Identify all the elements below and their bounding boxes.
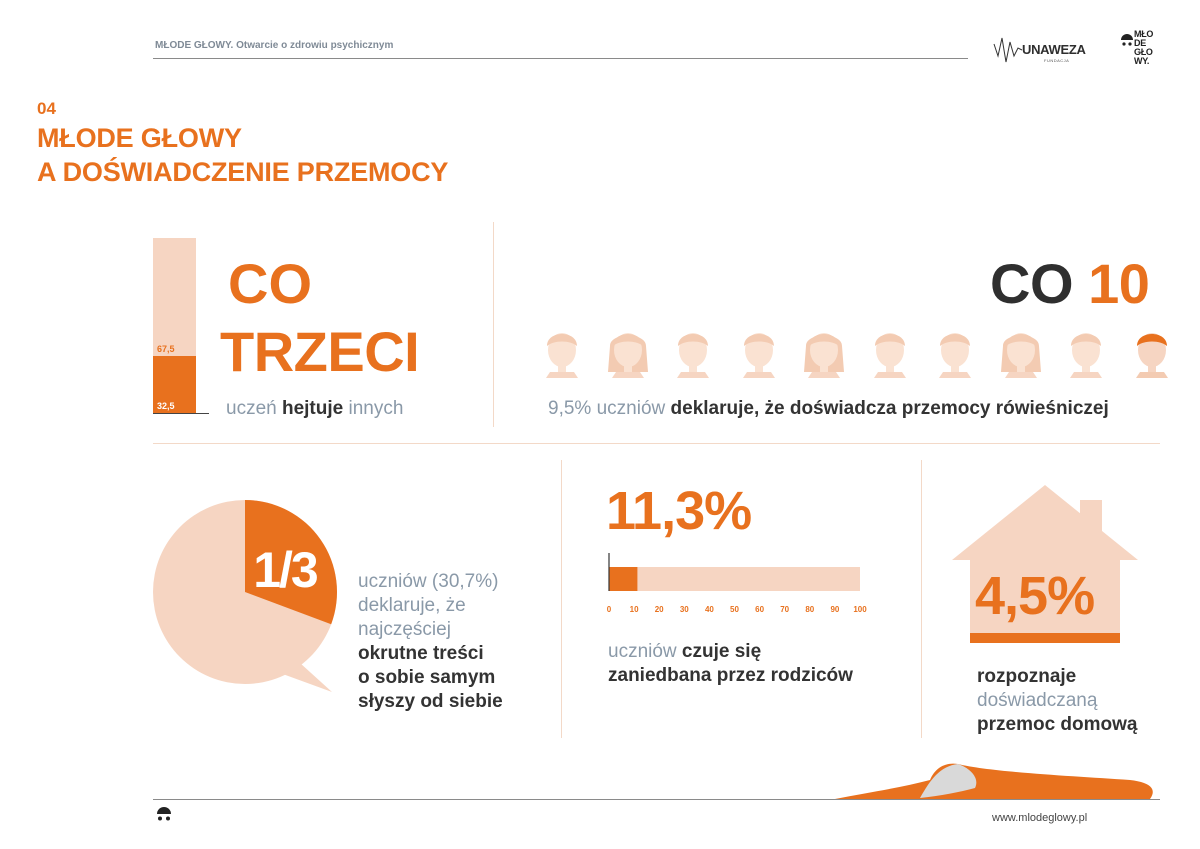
- student-face-icon: [868, 326, 912, 378]
- head-icon: [155, 806, 173, 824]
- axis-tick-label: 80: [805, 605, 815, 614]
- caption-light: uczniów (30,7%): [358, 571, 499, 592]
- axis-tick-label: 40: [704, 605, 714, 614]
- domestic-percent: 4,5%: [975, 566, 1095, 626]
- student-face-icon: [737, 326, 781, 378]
- footer-website-link[interactable]: www.mlodeglowy.pl: [992, 812, 1088, 824]
- brush-stroke-decoration: [830, 758, 1160, 800]
- footer-divider: [153, 799, 1160, 800]
- logo-line: GŁO: [1134, 47, 1153, 57]
- caption-light: uczeń: [226, 398, 282, 419]
- header-divider: [153, 58, 968, 59]
- hate-headline-line1: CO: [228, 252, 312, 315]
- axis-tick-label: 90: [830, 605, 840, 614]
- caption-bold: deklaruje, że doświadcza przemocy rówieśniczej: [670, 398, 1109, 419]
- mlode-glowy-logo: [1120, 30, 1165, 72]
- caption-bold: okrutne treści: [358, 643, 484, 664]
- caption-bold: hejtuje: [281, 398, 344, 419]
- bar-track: [609, 567, 860, 591]
- vertical-divider: [561, 460, 562, 738]
- axis-tick-label: 10: [629, 605, 639, 614]
- student-face-highlighted-icon: [1130, 326, 1174, 378]
- caption-light: innych: [343, 398, 404, 419]
- caption-bold: zaniedbana przez rodziców: [608, 665, 853, 686]
- student-face-icon: [606, 326, 650, 378]
- neglect-caption: [608, 640, 853, 688]
- caption-bold: przemoc domową: [977, 714, 1138, 735]
- section-number: 04: [37, 99, 56, 118]
- caption-light: doświadczaną: [977, 690, 1098, 711]
- header-title: MŁODE GŁOWY. Otwarcie o zdrowiu psychicznym: [155, 40, 394, 51]
- student-face-icon: [933, 326, 977, 378]
- head-icon: [1120, 32, 1134, 52]
- section-title-line2: A DOŚWIADCZENIE PRZEMOCY: [37, 157, 449, 187]
- logo-line: WY.: [1134, 56, 1150, 66]
- caption-light: 9,5% uczniów: [548, 398, 671, 419]
- caption-bold: słyszy od siebie: [358, 691, 503, 712]
- peer-caption: [548, 398, 1109, 420]
- axis-tick-label: 50: [730, 605, 739, 614]
- student-face-icon: [999, 326, 1043, 378]
- student-face-icon: [1064, 326, 1108, 378]
- caption-bold: rozpoznaje: [977, 666, 1077, 687]
- unaweza-logo-subtext: FUNDACJA: [1044, 58, 1070, 63]
- peer-headline-prefix: CO: [990, 252, 1089, 315]
- house-floor-accent: [970, 633, 1120, 643]
- axis-tick-label: 100: [853, 605, 867, 614]
- cruel-caption: [358, 570, 503, 714]
- vertical-divider: [493, 222, 494, 427]
- axis-tick-label: 30: [679, 605, 689, 614]
- domestic-caption: [977, 665, 1137, 737]
- student-faces-row: [540, 326, 1165, 382]
- speech-bubble-pie: [150, 495, 340, 695]
- caption-light: uczniów: [608, 641, 682, 662]
- peer-headline: [990, 254, 1149, 314]
- caption-light: deklaruje, że: [358, 595, 466, 616]
- bar-label-upper: 67,5: [157, 344, 175, 354]
- neglect-percent: 11,3%: [606, 481, 752, 541]
- axis-tick-label: 0: [606, 605, 612, 614]
- bar-label-lower: 32,5: [157, 401, 175, 411]
- section-title-line1: MŁODE GŁOWY: [37, 123, 242, 153]
- caption-bold: o sobie samym: [358, 667, 496, 688]
- pie-fraction-label: 1/3: [253, 542, 317, 598]
- caption-light: najczęściej: [358, 619, 451, 640]
- neglect-bar-chart: [600, 545, 880, 620]
- house-roof: [952, 485, 1138, 560]
- caption-bold: czuje się: [681, 641, 762, 662]
- axis-tick-label: 70: [780, 605, 790, 614]
- hate-caption: [226, 398, 403, 420]
- unaweza-wave-icon: [992, 30, 1024, 70]
- hate-headline-line2: TRZECI: [220, 320, 420, 383]
- axis-tick-label: 60: [755, 605, 765, 614]
- unaweza-logo-text: UNAWEZA: [1022, 42, 1086, 57]
- axis-tick-label: 20: [654, 605, 664, 614]
- stacked-bar-upper: [153, 238, 196, 356]
- logo-line: DE: [1134, 38, 1146, 48]
- student-face-icon: [671, 326, 715, 378]
- logo-line: MŁO: [1134, 29, 1154, 39]
- bar-baseline: [153, 413, 209, 414]
- peer-headline-number: 10: [1088, 252, 1150, 315]
- vertical-divider: [921, 460, 922, 738]
- student-face-icon: [802, 326, 846, 378]
- horizontal-divider: [153, 443, 1160, 444]
- student-face-icon: [540, 326, 584, 378]
- unaweza-logo: [992, 30, 1087, 70]
- bar-fill: [609, 567, 637, 591]
